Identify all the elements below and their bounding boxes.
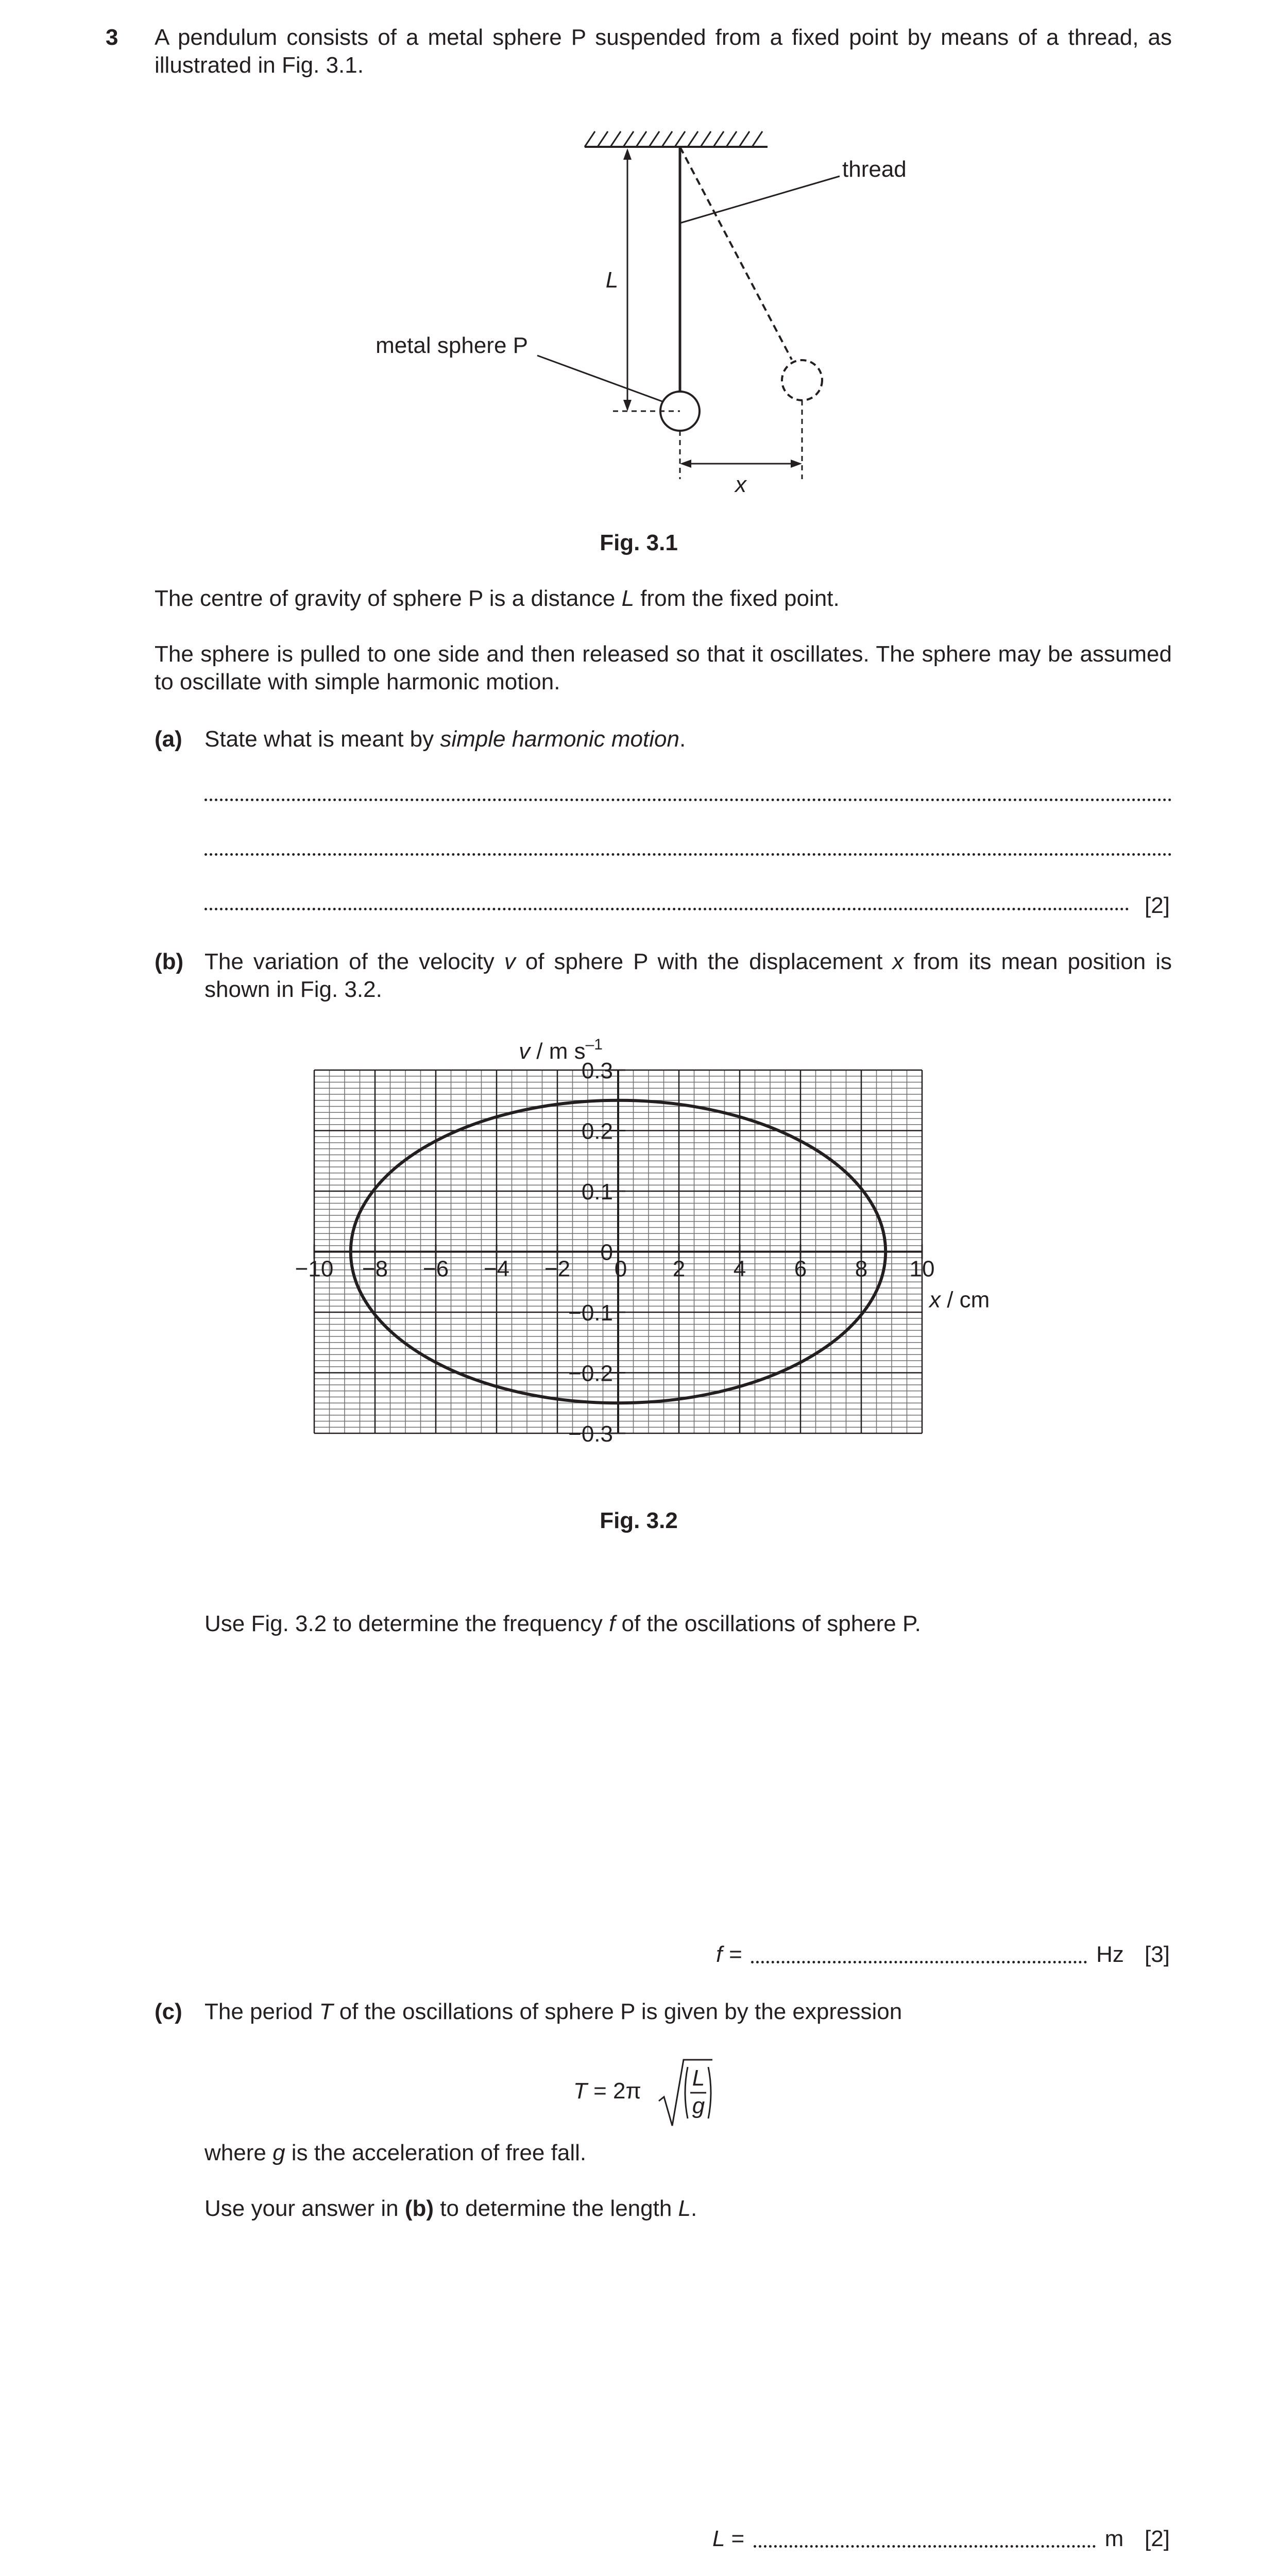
x-tick-label: 10 [909, 1256, 935, 1282]
formula-numerator: L [692, 2065, 705, 2091]
x-tick-label: −10 [295, 1256, 334, 1282]
x-axis-label: x / cm [929, 1287, 990, 1313]
y-tick-label: −0.3 [568, 1421, 613, 1447]
part-c-answer-field[interactable] [754, 2545, 1096, 2548]
y-axis-label: v / m $s^{-1}$ [519, 1036, 603, 1064]
y-tick-label: −0.2 [568, 1361, 613, 1386]
part-c-answer-row [712, 2525, 1123, 2553]
question-intro: A pendulum consists of a metal sphere P suspended from a fixed point by means of a thread, as illustrated in Fig. 3.1. [155, 25, 1172, 78]
part-c-answer-label: L = [712, 2526, 744, 2551]
x-tick-label: −6 [422, 1256, 449, 1282]
y-tick-label: 0.2 [581, 1118, 613, 1144]
label-metal-sphere: metal sphere P [376, 333, 528, 358]
pulled-released-text: The sphere is pulled to one side and then released so that it oscillates. The sphere may be assumed to oscillate with simple harmonic motion. [155, 641, 1172, 694]
part-c-label: (c) [155, 1999, 182, 2024]
part-b-answer-label: f = [716, 1942, 742, 1967]
part-c-where: where g is the acceleration of free fall. [205, 2140, 587, 2165]
label-thread: thread [842, 157, 907, 182]
x-tick-label: 0 [614, 1256, 627, 1282]
figure-3-2-caption: Fig. 3.2 [600, 1508, 678, 1533]
part-b-instruction: Use Fig. 3.2 to determine the frequency f of the oscillations of sphere P. [205, 1611, 921, 1636]
formula-denominator: g [692, 2093, 705, 2119]
part-b-marks: [3] [1145, 1942, 1170, 1967]
x-tick-label: 6 [794, 1256, 807, 1282]
x-tick-label: −2 [544, 1256, 571, 1282]
x-tick-label: −4 [483, 1256, 510, 1282]
part-a-label: (a) [155, 726, 182, 752]
part-b-answer-field[interactable] [751, 1961, 1087, 1963]
x-tick-label: 4 [733, 1256, 746, 1282]
part-b-label: (b) [155, 949, 184, 974]
question-number: 3 [106, 25, 118, 50]
x-tick-label: −8 [362, 1256, 388, 1282]
y-tick-label: 0.1 [581, 1179, 613, 1205]
part-a-prompt: State what is meant by simple harmonic motion. [205, 726, 686, 752]
label-x: x [735, 472, 746, 497]
y-tick-label: 0 [600, 1240, 613, 1265]
period-formula-lhs: T = 2π [573, 2078, 641, 2104]
part-b-answer-row [716, 1941, 1124, 1969]
part-c-prompt: The period T of the oscillations of sphere P is given by the expression [205, 1999, 902, 2024]
centre-of-gravity-text: The centre of gravity of sphere P is a distance L from the fixed point. [155, 586, 840, 611]
part-b-answer-unit: Hz [1096, 1942, 1124, 1967]
part-b-prompt: The variation of the velocity v of sphere P with the displacement x from its mean position is shown in Fig. 3.2. [205, 949, 1172, 1002]
x-tick-label: 2 [672, 1256, 686, 1282]
x-tick-label: 8 [855, 1256, 868, 1282]
part-c-instruction: Use your answer in (b) to determine the length L. [205, 2196, 697, 2221]
label-L: L [605, 267, 619, 293]
part-c-marks: [2] [1145, 2526, 1170, 2551]
y-tick-label: −0.1 [568, 1300, 613, 1326]
figure-3-1-caption: Fig. 3.1 [600, 530, 678, 555]
part-a-marks: [2] [1145, 893, 1170, 918]
y-tick-label: 0.3 [581, 1058, 613, 1083]
part-c-answer-unit: m [1104, 2526, 1124, 2551]
